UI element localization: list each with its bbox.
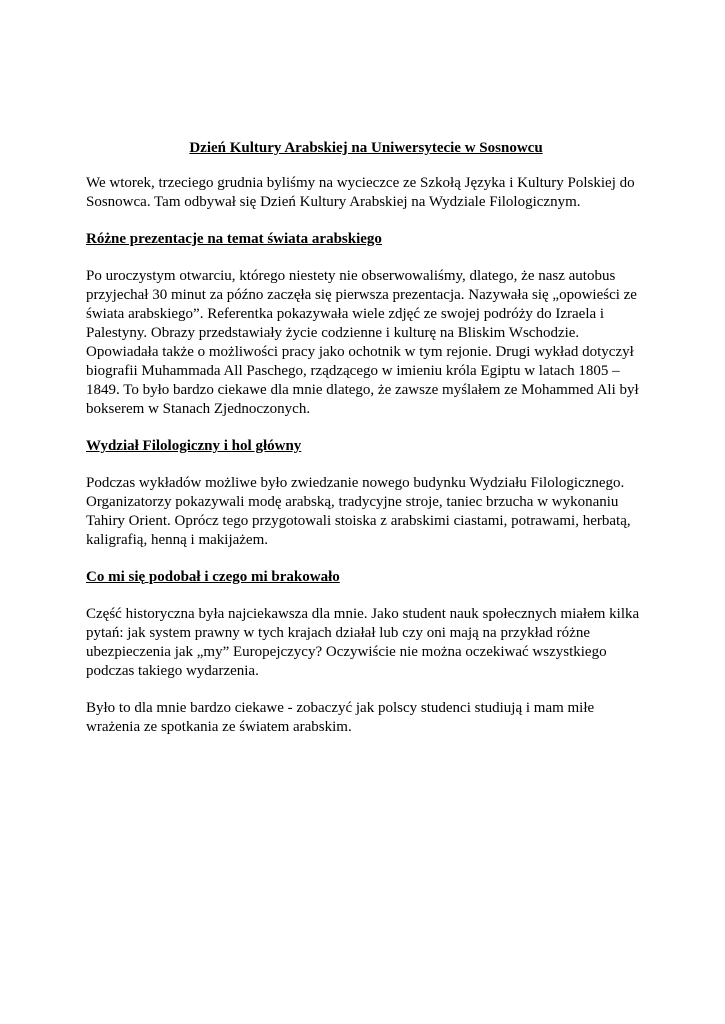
section-paragraph-presentations: Po uroczystym otwarciu, którego niestety nie obserwowaliśmy, dlatego, że nasz autobus przyjechał 30 minut za późno zaczęła się pierwsza prezentacja. Nazywała się „opowieści ze świata arabskiego”. Referentka pokazywała wiele zdjęć ze swojej podróży do Izraela i Palestyny. Obrazy przedstawiały życie codzienne i kulturę na Bliskim Wschodzie. Opowiadała także o możliwości pracy jako ochotnik w tym rejonie. Drugi wykład dotyczył biografii Muhammada All Paschego, rządzącego w imieniu króla Egiptu w latach 1805 – 1849. To było bardzo ciekawe dla mnie dlatego, że zawsze myślałem ze Mohammed Ali był bokserem w Stanach Zjednoczonych. (86, 268, 639, 417)
document-title: Dzień Kultury Arabskiej na Uniwersytecie w Sosnowcu (189, 140, 543, 156)
intro-paragraph: We wtorek, trzeciego grudnia byliśmy na wycieczce ze Szkołą Języka i Kultury Polskiej do Sosnowca. Tam odbywał się Dzień Kultury Arabskiej na Wydziale Filologicznym. (86, 175, 635, 210)
section-paragraph-likes-1: Część historyczna była najciekawsza dla mnie. Jako student nauk społecznych miałem kilka pytań: jak system prawny w tych krajach działał lub czy oni mają na przykład różne ubezpieczenia jak „my” Europejczycy? Oczywiście nie można oczekiwać wszystkiego podczas takiego wydarzenia. (86, 606, 640, 679)
section-heading-presentations: Różne prezentacje na temat świata arabskiego (86, 231, 382, 247)
section-paragraph-likes-2: Było to dla mnie bardzo ciekawe - zobaczyć jak polscy studenci studiują i mam miłe wrażenia ze spotkania ze światem arabskim. (86, 700, 595, 735)
document-body (86, 139, 646, 737)
section-heading-faculty: Wydział Filologiczny i hol główny (86, 438, 302, 454)
section-heading-likes: Co mi się podobał i czego mi brakowało (86, 569, 340, 585)
section-paragraph-faculty: Podczas wykładów możliwe było zwiedzanie nowego budynku Wydziału Filologicznego. Organizatorzy pokazywali modę arabską, tradycyjne stroje, taniec brzucha w wykonaniu Tahiry Orient. Oprócz tego przygotowali stoiska z arabskimi ciastami, potrawami, herbatą, kaligrafią, henną i makijażem. (86, 475, 631, 548)
